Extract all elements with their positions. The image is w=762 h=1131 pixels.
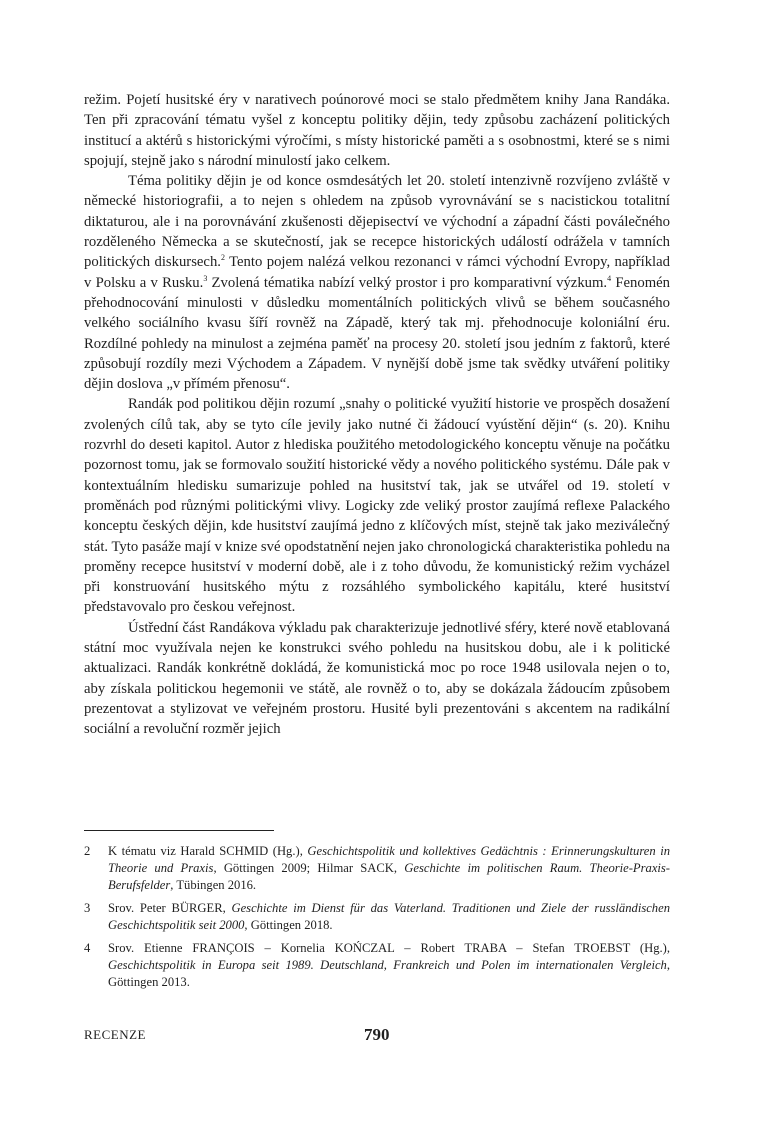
italic-title: Geschichtspolitik in Europa seit 1989. Deutschland, Frankreich und Polen im internationalen Vergleich [108,958,667,972]
italic-title: Geschichtspolitik und kollektives Gedächtnis : Erinnerungskulturen in Theorie und Praxis [108,844,670,875]
main-text [84,90,670,740]
paragraph-2 [84,171,670,394]
footnote-number: 4 [84,941,91,955]
footnote-4 [84,940,670,991]
footnote-text [108,940,670,991]
text-run: Tento pojem nalézá velkou rezonanci v rámci východní Evropy, například v Polsku a v Rusku. [84,254,670,291]
footnote-number: 3 [84,901,91,915]
text-run: režim. Pojetí husitské éry v narativech poúnorové moci se stalo předmětem knihy Jana Randáka. Ten při zpracování tématu vyšel z konceptu politiky dějin, tedy způsobu zacházení politických institucí a aktérů s historickými výročími, s místy historické paměti a s osobnostmi, které se s nimi spojují, stejně jako s národní minulostí jako celkem. [84,92,670,169]
page-number: 790 [364,1025,390,1044]
italic-title: Geschichte im Dienst für das Vaterland. Traditionen und Ziele der russländischen Geschichtspolitik seit 2000 [108,901,670,932]
footnote-3 [84,900,670,934]
footnote-ref: 3 [203,273,208,283]
page-footer [84,1027,670,1047]
footnote-number: 2 [84,844,91,858]
text-run: , Göttingen 2013. [108,958,670,989]
paragraph-3 [84,394,670,617]
text-run: Randák pod politikou dějin rozumí „snahy o politické využití historie ve prospěch dosažení zvolených cílů tak, aby se tyto cíle jevily jako nutné či žádoucí vyústění dějin“ (s. 20). Knihu rozvrhl do deseti kapitol. Autor z hlediska použitého metodologického konceptu věnuje na počátku pozornost tomu, jak se formovalo soužití historické vědy a nového politického systému. Dále pak v kontextuálním hledisku sumarizuje pohled na husitství tak, jak se utvářel od 19. století v proměnách pod různými politickými vlivy. Logicky zde veliký prostor zaujímá reflexe Palackého konceptu českých dějin, kde husitství zaujímá jedno z klíčových míst, stejně tak jako meziválečný stát. Tyto pasáže mají v knize své opodstatnění nejen jako chronologická charakteristika pohledu na proměny recepce husitství v moderní době, ale i z toho důvodu, že komunistický režim vycházel při konstruování husitského mýtu z rozsáhlého symbolického kapitálu, které husitství představovalo pro českou veřejnost. [84,396,671,616]
text-run: Téma politiky dějin je od konce osmdesátých let 20. století intenzivně rozvíjeno zvláště v německé historiografii, a to nejen s ohledem na způsob vyrovnávání se s nacistickou totalitní diktaturou, ale i na porovnávání zkušenosti dějepisectví ve východní a západní části poválečného rozděleného Německa a se skutečností, jak se recepce historických událostí odrážela v tamních politických diskursech. [84,173,670,271]
text-run: K tématu viz Harald SCHMID (Hg.), [108,844,308,858]
text-run: Srov. Etienne FRANÇOIS – Kornelia KOŃCZAL – Robert TRABA – Stefan TROEBST (Hg.), [108,941,670,955]
footnote-ref: 4 [607,273,612,283]
text-run: , Göttingen 2009; Hilmar SACK, [213,861,405,875]
footnote-ref: 2 [220,253,225,263]
footnote-separator [84,830,274,831]
text-run: , Tübingen 2016. [170,878,257,892]
footnotes [84,843,670,997]
text-run: , Göttingen 2018. [244,918,333,932]
text-run: Srov. Peter BÜRGER, [108,901,232,915]
section-label: RECENZE [84,1027,146,1042]
text-run: Ústřední část Randákova výkladu pak charakterizuje jednotlivé sféry, které nově etablovaná státní moc využívala nejen ke konstrukci svého pohledu na husitskou dobu, ale i k politické aktualizaci. Randák konkrétně dokládá, že komunistická moc po roce 1948 usilovala nejen o to, aby získala politickou hegemonii ve státě, ale rovněž o to, aby se dokázala žádoucím způsobem prezentovat a stylizovat ve veřejném prostoru. Husité byli prezentováni s akcentem na radikální sociální a revoluční rozměr jejich [84,619,670,738]
paragraph-1 [84,90,670,171]
footnote-text [108,900,670,934]
paragraph-4 [84,618,670,740]
footnote-text [108,843,670,894]
text-run: Zvolená tématika nabízí velký prostor i pro komparativní výzkum. [207,274,608,291]
italic-title: Geschichte im politischen Raum. Theorie-Praxis-Berufsfelder [108,861,671,892]
text-run: Fenomén přehodnocování minulosti v důsledku momentálních politických vlivů se během současného velkého sociálního kvasu šíří rovněž na Západě, který tak mj. přehodnocuje koloniální éru. Rozdílné pohledy na minulost a zejména paměť na procesy 20. století jsou jedním z faktorů, které způsobují rozdíly mezi Východem a Západem. V nynější době jsme tak svědky utváření politiky dějin doslova „v přímém přenosu“. [84,274,670,393]
footnote-2 [84,843,670,894]
